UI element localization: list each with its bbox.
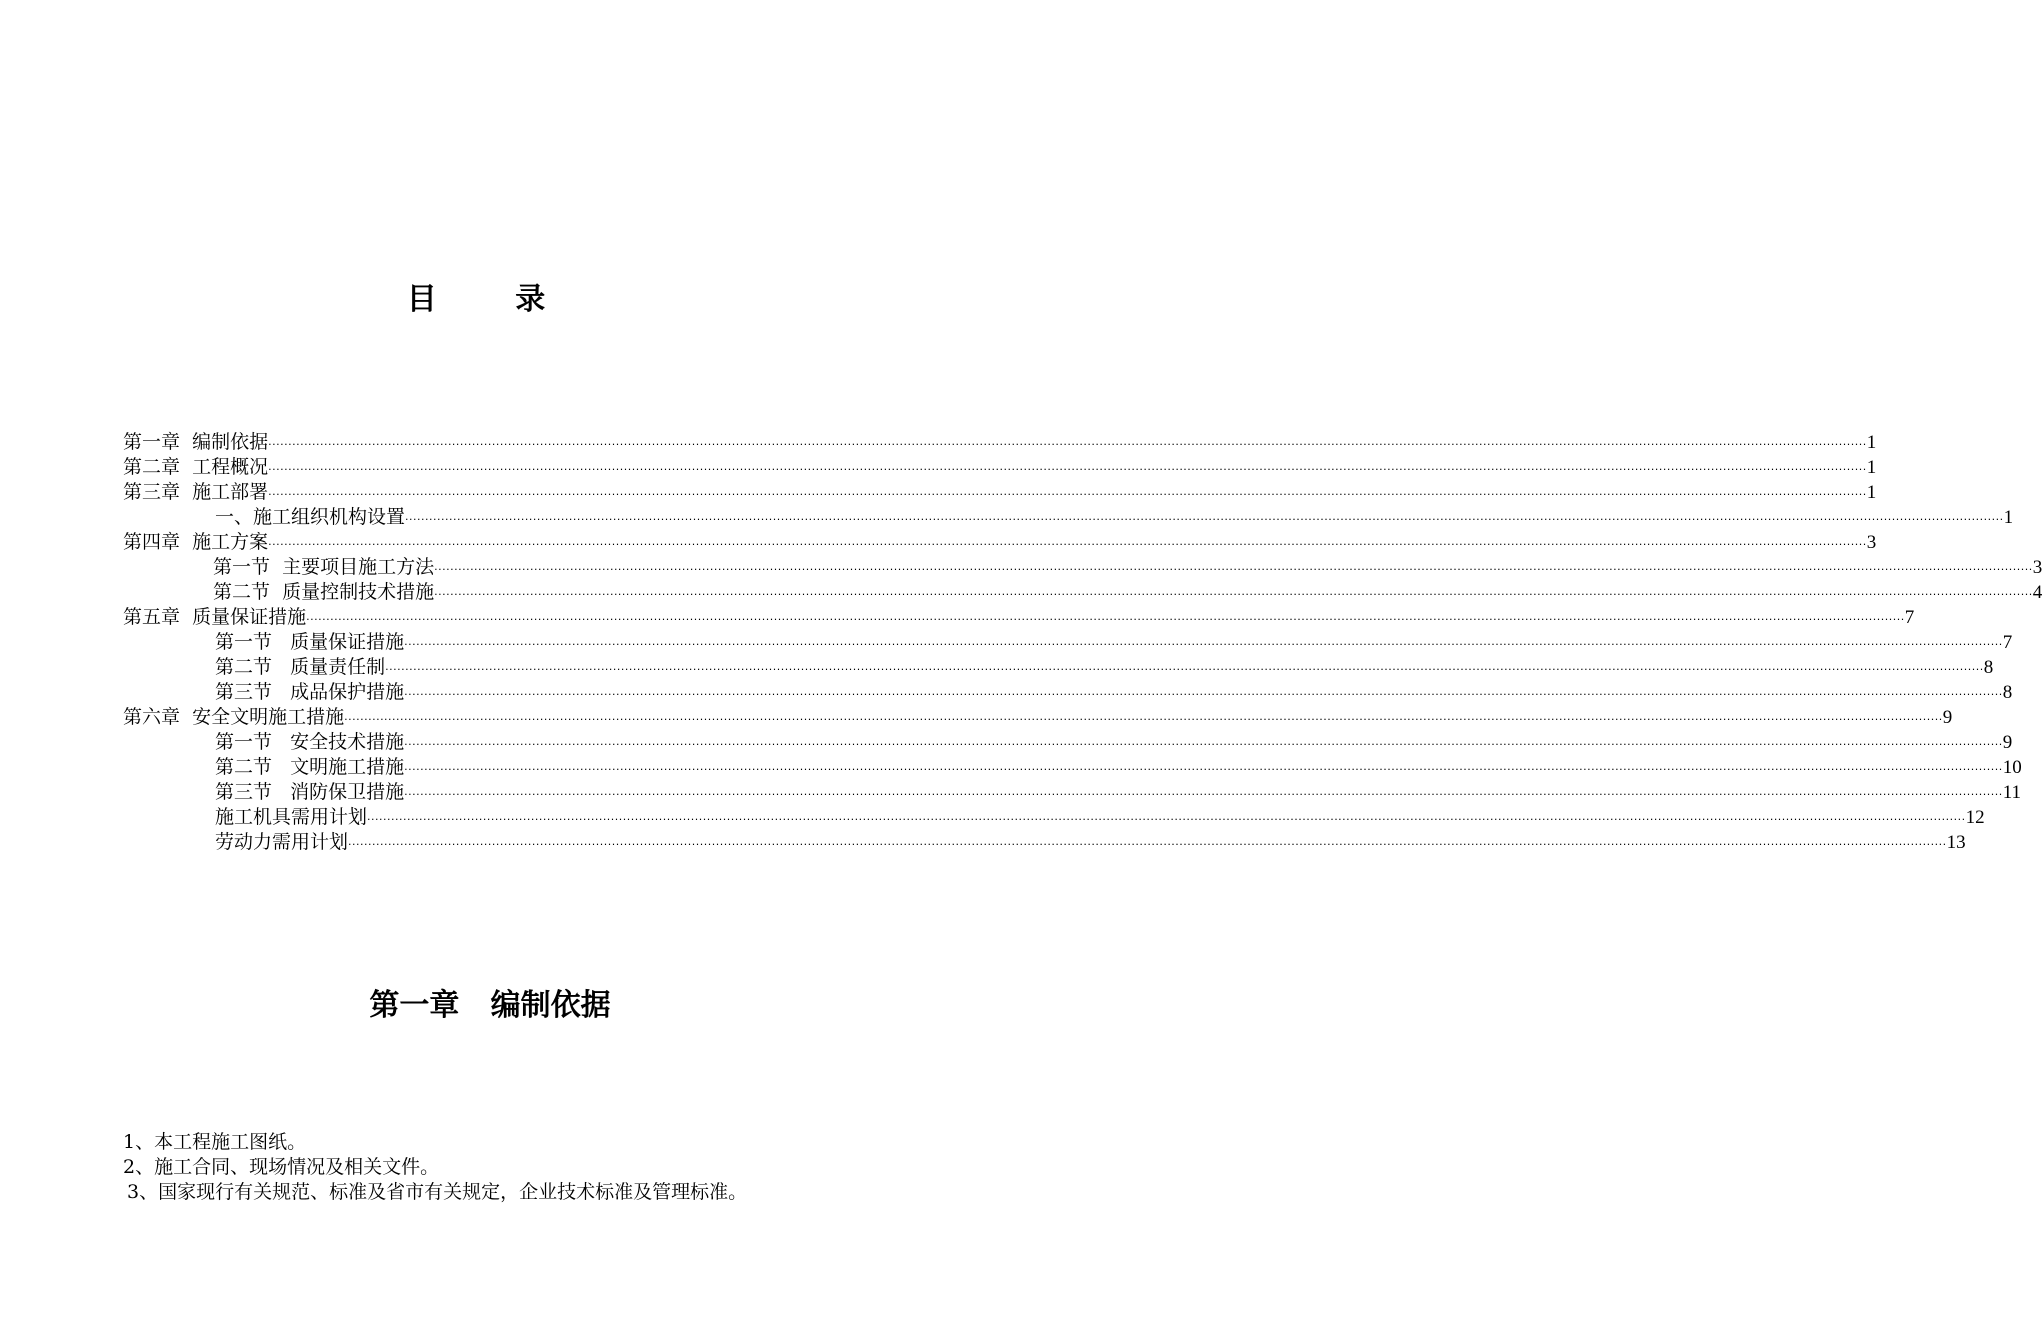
toc-entry-label: 第三章 施工部署: [123, 481, 269, 503]
toc-dot-leader: ················································································································································································································································································································································································································: [268, 538, 1867, 551]
toc-entry-label: 施工机具需用计划: [215, 806, 368, 828]
toc-entry-label: 第二节 文明施工措施: [215, 756, 405, 778]
toc-entry-label: 第二章 工程概况: [123, 456, 269, 478]
toc-entry-label: 第三节 成品保护措施: [215, 681, 405, 703]
toc-entry-label: 第一节 主要项目施工方法: [213, 556, 435, 578]
toc-entry-label: 第一节 质量保证措施: [215, 631, 405, 653]
toc-dot-leader: ················································································································································································································································································································································································································: [404, 788, 2003, 801]
toc-entry-page: 9: [2002, 732, 2013, 753]
toc-entry: [123, 455, 1877, 480]
toc-entry-label: 第五章 质量保证措施: [123, 606, 307, 628]
toc-dot-leader: ················································································································································································································································································································································································································: [404, 688, 2003, 701]
toc-dot-leader: ················································································································································································································································································································································································································: [385, 663, 1984, 676]
toc-entry-page: 8: [1983, 657, 1994, 678]
toc-entry-label: 第二节 质量责任制: [215, 656, 386, 678]
toc-entry-page: 1: [1866, 457, 1877, 478]
toc-entry: [215, 780, 2022, 805]
toc-entry-label: 一、施工组织机构设置: [215, 506, 406, 528]
toc-entry: [123, 430, 1877, 455]
toc-dot-leader: ················································································································································································································································································································································································································: [404, 638, 2003, 651]
toc-dot-leader: ················································································································································································································································································································································································································: [268, 463, 1867, 476]
toc-entry-label: 第四章 施工方案: [123, 531, 269, 553]
toc-dot-leader: ················································································································································································································································································································································································································: [434, 563, 2033, 576]
toc-entry: [215, 730, 2013, 755]
toc-entry-label: 第三节 消防保卫措施: [215, 781, 405, 803]
toc-entry-page: 12: [1965, 807, 1985, 828]
toc-dot-leader: ················································································································································································································································································································································································································: [306, 613, 1905, 626]
toc-entry-label: 第六章 安全文明施工措施: [123, 706, 345, 728]
toc-entry: [123, 705, 1953, 730]
toc-entry-page: 10: [2002, 757, 2022, 778]
toc-dot-leader: ················································································································································································································································································································································································································: [404, 763, 2003, 776]
toc-dot-leader: ················································································································································································································································································································································································································: [367, 813, 1966, 826]
toc-entry-page: 7: [2002, 632, 2013, 653]
toc-dot-leader: ················································································································································································································································································································································································································: [268, 488, 1867, 501]
toc-entry: [215, 505, 2014, 530]
toc-entry-label: 第一节 安全技术措施: [215, 731, 405, 753]
toc-entry: [215, 830, 1966, 855]
toc-entry: [215, 680, 2013, 705]
toc-entry: [215, 755, 2022, 780]
toc-dot-leader: ················································································································································································································································································································································································································: [268, 438, 1867, 451]
toc-entry-page: 1: [2003, 507, 2014, 528]
toc-dot-leader: ················································································································································································································································································································································································································: [434, 588, 2033, 601]
basis-item-3: 3、国家现行有关规范、标准及省市有关规定，企业技术标准及管理标准。: [127, 1181, 748, 1203]
toc-entry-page: 8: [2002, 682, 2013, 703]
toc-dot-leader: ················································································································································································································································································································································································································: [344, 713, 1943, 726]
toc-dot-leader: ················································································································································································································································································································································································································: [404, 738, 2003, 751]
toc-dot-leader: ················································································································································································································································································································································································································: [348, 838, 1947, 851]
toc-entry: [215, 655, 1994, 680]
toc-entry: [215, 630, 2013, 655]
toc-entry-label: 劳动力需用计划: [215, 831, 349, 853]
toc-entry: [213, 580, 2042, 605]
toc-entry-page: 7: [1904, 607, 1915, 628]
toc-entry-label: 第二节 质量控制技术措施: [213, 581, 435, 603]
basis-item-1: 1、本工程施工图纸。: [123, 1131, 307, 1153]
toc-entry: [123, 480, 1877, 505]
chapter-title: 第一章 编制依据: [369, 988, 611, 1023]
toc-title: 目 录: [406, 282, 580, 317]
toc-entry-page: 13: [1946, 832, 1966, 853]
toc-entry-page: 3: [1866, 532, 1877, 553]
toc-entry: [123, 530, 1877, 555]
basis-item-2: 2、施工合同、现场情况及相关文件。: [123, 1156, 440, 1178]
toc-entry-page: 11: [2002, 782, 2022, 803]
toc-entry: [215, 805, 1985, 830]
toc-entry-page: 9: [1942, 707, 1953, 728]
toc-entry: [213, 555, 2042, 580]
toc-entry-page: 1: [1866, 432, 1877, 453]
toc-entry-page: 4: [2032, 582, 2042, 603]
toc-entry: [123, 605, 1915, 630]
toc-entry-page: 1: [1866, 482, 1877, 503]
toc-dot-leader: ················································································································································································································································································································································································································: [405, 513, 2004, 526]
toc-entry-page: 3: [2032, 557, 2042, 578]
toc-entry-label: 第一章 编制依据: [123, 431, 269, 453]
